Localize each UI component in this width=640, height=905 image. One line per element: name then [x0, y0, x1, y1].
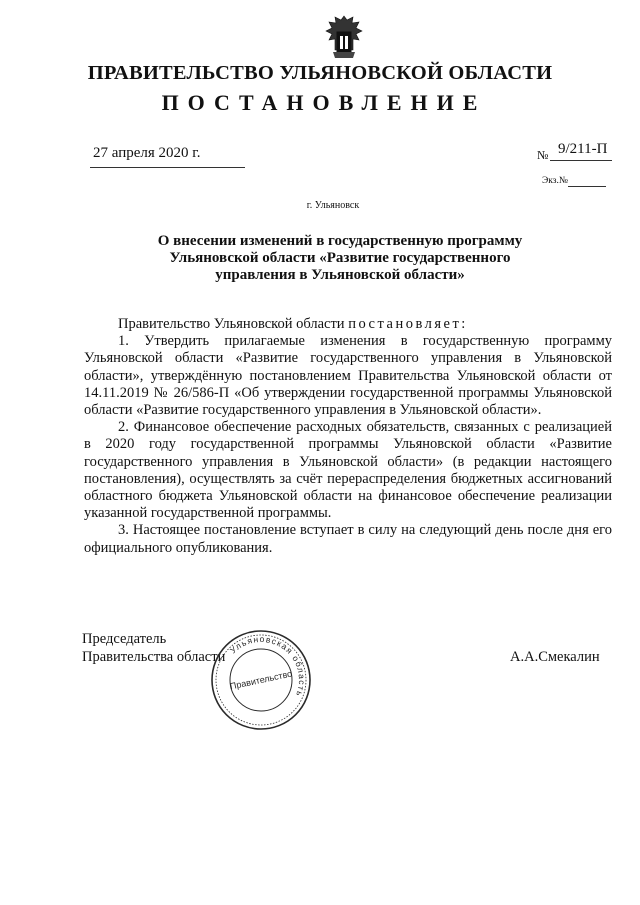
- document-title: [130, 233, 550, 284]
- copy-number-label: Экз.№: [542, 176, 568, 186]
- number-prefix: №: [537, 148, 549, 162]
- copy-number-underline: [568, 186, 606, 187]
- position-line: Правительства области: [82, 649, 226, 665]
- number-underline: [550, 160, 612, 161]
- position-line: Председатель: [82, 631, 167, 647]
- seal-ring-text: Ульяновская область: [227, 633, 308, 699]
- coat-of-arms-icon: [323, 14, 365, 62]
- title-line: Ульяновской области «Развитие государственного: [169, 250, 511, 266]
- city: г. Ульяновск: [306, 200, 360, 211]
- document-number: 9/211-П: [558, 141, 608, 157]
- document-date: 27 апреля 2020 г.: [93, 145, 201, 161]
- document-type: ПОСТАНОВЛЕНИЕ: [161, 90, 487, 115]
- signatory-position: [82, 630, 225, 666]
- document-body: [84, 316, 612, 557]
- intro-paragraph: [84, 316, 612, 333]
- title-line: управления в Ульяновской области»: [215, 267, 465, 283]
- date-underline: [90, 167, 245, 168]
- paragraph-2: 2. Финансовое обеспечение расходных обязательств, связанных с реализацией в 2020 году государственной программы Ульяновской области «Развитие государственного управления в Ульяновской области» (в редакции настоящего постановления), осуществлять за счёт перераспределения бюджетных ассигнований областного бюджета Ульяновской области на финансовое обеспечение реализации указанной государственной программы.: [84, 419, 612, 522]
- paragraph-1: 1. Утвердить прилагаемые изменения в государственную программу Ульяновской области «Развитие государственного управления в Ульяновской области», утверждённую постановлением Правительства Ульяновской области от 14.11.2019 № 26/586-П «Об утверждении государственной программы Ульяновской области «Развитие государственного управления в Ульяновской области».: [84, 333, 612, 419]
- intro-verb: постановляет:: [348, 316, 468, 332]
- seal-center-text: Правительство: [229, 668, 293, 692]
- paragraph-3: 3. Настоящее постановление вступает в силу на следующий день после дня его официального опубликования.: [84, 522, 612, 556]
- title-line: О внесении изменений в государственную программу: [157, 233, 523, 249]
- government-name: ПРАВИТЕЛЬСТВО УЛЬЯНОВСКОЙ ОБЛАСТИ: [87, 62, 553, 84]
- signatory-name: А.А.Смекалин: [510, 649, 600, 665]
- official-seal: [209, 628, 313, 732]
- intro-lead: Правительство Ульяновской области: [118, 316, 345, 332]
